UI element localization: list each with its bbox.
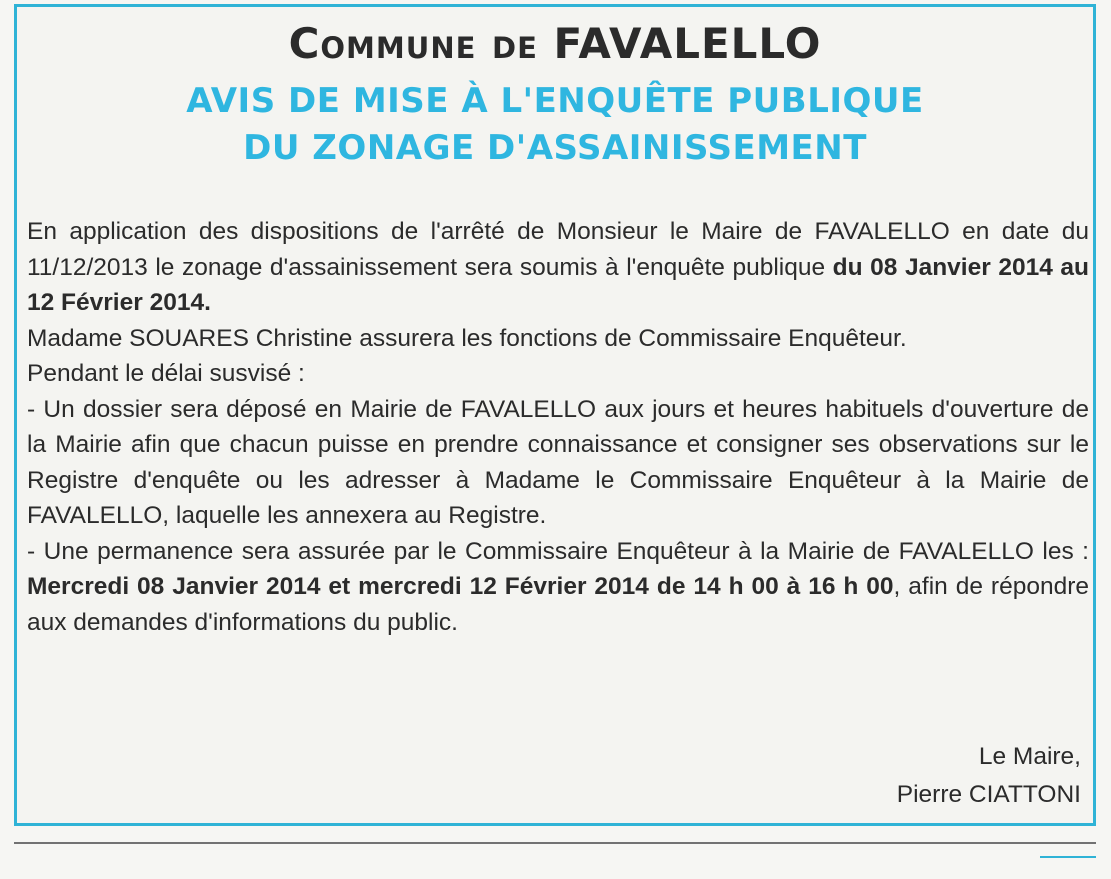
bottom-accent-line — [1040, 856, 1096, 858]
permanence-purpose: , afin de répondre aux demandes d'informations du public. — [27, 573, 1089, 636]
permanence-intro: - Une permanence sera assurée par le Commissaire Enquêteur à la Mairie de FAVALELLO les : — [27, 537, 1089, 565]
paragraph-commissioner: Madame SOUARES Christine assurera les fonctions de Commissaire Enquêteur. — [27, 324, 907, 352]
paragraph-application — [27, 214, 1089, 321]
notice-body — [27, 214, 1089, 640]
subtitle-line-1: AVIS DE MISE À L'ENQUÊTE PUBLIQUE — [186, 81, 924, 121]
signature-name: Pierre CIATTONI — [896, 781, 1081, 808]
paragraph-dossier: - Un dossier sera déposé en Mairie de FAVALELLO aux jours et heures habituels d'ouverture de la Mairie afin que chacun puisse en prendre connaissance et consigner ses observations sur le Registre d'enquête ou les adresser à Madame le Commissaire Enquêteur à la Mairie de FAVALELLO, laquelle les annexera au Registre. — [27, 395, 1089, 529]
subtitle-line-2: DU ZONAGE D'ASSAINISSEMENT — [243, 128, 867, 168]
paragraph-permanence — [27, 534, 1089, 641]
signature-role: Le Maire, — [978, 743, 1081, 770]
bottom-divider — [14, 842, 1096, 844]
paragraph-period: Pendant le délai susvisé : — [27, 360, 305, 387]
inquiry-dates: du 08 Janvier 2014 au 12 Février 2014. — [27, 253, 1089, 316]
application-text: En application des dispositions de l'arrêté de Monsieur le Maire de FAVALELLO en date du 11/12/2013 le zonage d'assainissement sera soumis à l'enquête publique — [27, 218, 1089, 281]
permanence-dates: Mercredi 08 Janvier 2014 et mercredi 12 Février 2014 de 14 h 00 à 16 h 00 — [27, 573, 894, 600]
notice-frame — [14, 4, 1096, 826]
page-title: Commune de FAVALELLO — [288, 19, 822, 68]
